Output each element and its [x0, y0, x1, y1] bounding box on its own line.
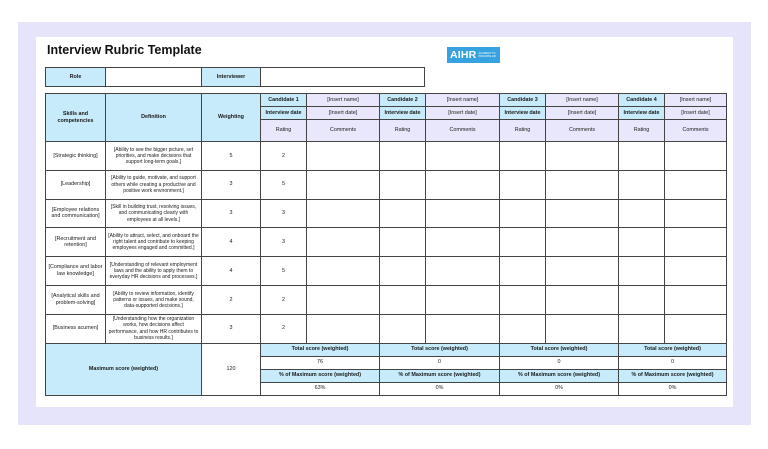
interview-date-field[interactable]: [Insert date] — [546, 107, 619, 120]
skill-definition[interactable]: [Ability to review information, identify patterns or issues, and make sound, data-supported decisions.] — [106, 285, 202, 314]
role-label: Role — [46, 68, 106, 87]
total-score-value: 0 — [500, 356, 619, 369]
rating-header: Rating — [500, 120, 546, 142]
skill-definition[interactable]: [Understanding of relevant employment laws and the ability to apply them to everyday HR decisions and processes.] — [106, 257, 202, 286]
rating-cell[interactable]: 2 — [261, 314, 307, 343]
candidate-label: Candidate 2 — [380, 94, 426, 107]
skill-definition[interactable]: [Understanding how the organization works, how decisions affect performance, and how HR contributes to business results.] — [106, 314, 202, 343]
rating-cell[interactable] — [619, 228, 665, 257]
comments-cell[interactable] — [546, 142, 619, 171]
total-score-value: 0 — [380, 356, 500, 369]
comments-cell[interactable] — [307, 142, 380, 171]
rating-cell[interactable] — [500, 285, 546, 314]
comments-cell[interactable] — [307, 285, 380, 314]
page-title: Interview Rubric Template — [47, 43, 202, 57]
candidate-label: Candidate 4 — [619, 94, 665, 107]
skill-name[interactable]: [Business acumen] — [46, 314, 106, 343]
candidate-name-field[interactable]: [Insert name] — [307, 94, 380, 107]
comments-cell[interactable] — [426, 285, 500, 314]
comments-cell[interactable] — [546, 170, 619, 199]
percent-max-value: 0% — [500, 382, 619, 395]
skill-definition[interactable]: [Ability to see the bigger picture, set priorities, and make decisions that support long-term goals.] — [106, 142, 202, 171]
rating-cell[interactable] — [380, 285, 426, 314]
rating-cell[interactable] — [619, 285, 665, 314]
candidate-name-field[interactable]: [Insert name] — [426, 94, 500, 107]
header-weighting: Weighting — [202, 94, 261, 142]
skill-row — [46, 228, 727, 257]
rating-cell[interactable] — [380, 170, 426, 199]
comments-cell[interactable] — [307, 314, 380, 343]
max-score-value: 120 — [202, 343, 261, 395]
rating-cell[interactable] — [380, 314, 426, 343]
comments-cell[interactable] — [426, 170, 500, 199]
comments-cell[interactable] — [546, 257, 619, 286]
candidate-name-field[interactable]: [Insert name] — [665, 94, 727, 107]
comments-cell[interactable] — [665, 228, 727, 257]
logo-mark: AIHR — [450, 49, 477, 61]
skill-weighting[interactable]: 3 — [202, 170, 261, 199]
comments-cell[interactable] — [665, 314, 727, 343]
skill-name[interactable]: [Recruitment and retention] — [46, 228, 106, 257]
skill-weighting[interactable]: 3 — [202, 314, 261, 343]
aihr-logo — [447, 47, 500, 63]
header-skills: Skills and competencies — [46, 94, 106, 142]
total-score-label: Total score (weighted) — [619, 343, 727, 356]
rating-cell[interactable] — [619, 257, 665, 286]
interview-date-field[interactable]: [Insert date] — [665, 107, 727, 120]
skill-weighting[interactable]: 4 — [202, 257, 261, 286]
comments-cell[interactable] — [307, 228, 380, 257]
rating-cell[interactable] — [380, 199, 426, 228]
rating-cell[interactable] — [380, 142, 426, 171]
comments-cell[interactable] — [426, 199, 500, 228]
rubric-table — [45, 93, 727, 396]
candidate-name-field[interactable]: [Insert name] — [546, 94, 619, 107]
interview-date-field[interactable]: [Insert date] — [307, 107, 380, 120]
comments-cell[interactable] — [665, 199, 727, 228]
comments-cell[interactable] — [665, 142, 727, 171]
interview-date-label: Interview date — [380, 107, 426, 120]
skill-weighting[interactable]: 3 — [202, 199, 261, 228]
rating-cell[interactable]: 2 — [261, 285, 307, 314]
interviewer-label: Interviewer — [202, 68, 261, 87]
rating-cell[interactable] — [619, 314, 665, 343]
skill-row — [46, 314, 727, 343]
comments-cell[interactable] — [665, 257, 727, 286]
skill-row — [46, 170, 727, 199]
skill-weighting[interactable]: 2 — [202, 285, 261, 314]
percent-max-value: 0% — [619, 382, 727, 395]
comments-cell[interactable] — [546, 228, 619, 257]
skill-name[interactable]: [Compliance and labor law knowledge] — [46, 257, 106, 286]
rating-cell[interactable] — [619, 170, 665, 199]
interview-date-label: Interview date — [500, 107, 546, 120]
total-score-value: 76 — [261, 356, 380, 369]
header-definition: Definition — [106, 94, 202, 142]
comments-cell[interactable] — [665, 285, 727, 314]
logo-tagline: ACADEMY TO INNOVATE HR — [478, 52, 496, 58]
skill-definition[interactable]: [Ability to guide, motivate, and support others while creating a productive and positive work environment.] — [106, 170, 202, 199]
candidate-label: Candidate 3 — [500, 94, 546, 107]
rating-cell[interactable]: 5 — [261, 170, 307, 199]
max-score-label: Maximum score (weighted) — [46, 343, 202, 395]
rating-cell[interactable]: 3 — [261, 228, 307, 257]
interview-date-label: Interview date — [261, 107, 307, 120]
skill-name[interactable]: [Leadership] — [46, 170, 106, 199]
comments-header: Comments — [665, 120, 727, 142]
interview-date-field[interactable]: [Insert date] — [426, 107, 500, 120]
total-score-label: Total score (weighted) — [261, 343, 380, 356]
comments-cell[interactable] — [426, 142, 500, 171]
comments-cell[interactable] — [426, 314, 500, 343]
percent-max-value: 63% — [261, 382, 380, 395]
rating-cell[interactable] — [500, 142, 546, 171]
rating-cell[interactable] — [500, 228, 546, 257]
comments-cell[interactable] — [426, 257, 500, 286]
skill-row — [46, 285, 727, 314]
comments-header: Comments — [546, 120, 619, 142]
skill-name[interactable]: [Strategic thinking] — [46, 142, 106, 171]
comments-cell[interactable] — [426, 228, 500, 257]
percent-max-label: % of Maximum score (weighted) — [380, 369, 500, 382]
percent-max-label: % of Maximum score (weighted) — [500, 369, 619, 382]
rating-header: Rating — [380, 120, 426, 142]
comments-header: Comments — [426, 120, 500, 142]
interviewer-input[interactable] — [261, 68, 425, 87]
rating-cell[interactable]: 2 — [261, 142, 307, 171]
rating-cell[interactable]: 3 — [261, 199, 307, 228]
skill-name[interactable]: [Employee relations and communication] — [46, 199, 106, 228]
interview-date-label: Interview date — [619, 107, 665, 120]
rating-cell[interactable] — [380, 257, 426, 286]
percent-max-label: % of Maximum score (weighted) — [261, 369, 380, 382]
role-interviewer-table — [45, 67, 425, 87]
rating-cell[interactable] — [619, 142, 665, 171]
comments-header: Comments — [307, 120, 380, 142]
skill-row — [46, 142, 727, 171]
comments-cell[interactable] — [307, 199, 380, 228]
skill-row — [46, 199, 727, 228]
rating-cell[interactable] — [619, 199, 665, 228]
total-score-label: Total score (weighted) — [380, 343, 500, 356]
comments-cell[interactable] — [307, 170, 380, 199]
rating-cell[interactable] — [380, 228, 426, 257]
total-score-label: Total score (weighted) — [500, 343, 619, 356]
comments-cell[interactable] — [665, 170, 727, 199]
rating-cell[interactable]: 5 — [261, 257, 307, 286]
comments-cell[interactable] — [546, 199, 619, 228]
comments-cell[interactable] — [307, 257, 380, 286]
rating-cell[interactable] — [500, 314, 546, 343]
rating-cell[interactable] — [500, 257, 546, 286]
candidate-label: Candidate 1 — [261, 94, 307, 107]
rating-header: Rating — [619, 120, 665, 142]
skill-definition[interactable]: [Skill in building trust, resolving issues, and communicating clearly with employees at all levels.] — [106, 199, 202, 228]
skill-weighting[interactable]: 4 — [202, 228, 261, 257]
skill-name[interactable]: [Analytical skills and problem-solving] — [46, 285, 106, 314]
skill-definition[interactable]: [Ability to attract, select, and onboard the right talent and contribute to keeping employees engaged and committed.] — [106, 228, 202, 257]
skill-weighting[interactable]: 5 — [202, 142, 261, 171]
comments-cell[interactable] — [546, 314, 619, 343]
rating-cell[interactable] — [500, 199, 546, 228]
percent-max-label: % of Maximum score (weighted) — [619, 369, 727, 382]
comments-cell[interactable] — [546, 285, 619, 314]
total-score-value: 0 — [619, 356, 727, 369]
rating-header: Rating — [261, 120, 307, 142]
rating-cell[interactable] — [500, 170, 546, 199]
skill-row — [46, 257, 727, 286]
percent-max-value: 0% — [380, 382, 500, 395]
role-input[interactable] — [106, 68, 202, 87]
